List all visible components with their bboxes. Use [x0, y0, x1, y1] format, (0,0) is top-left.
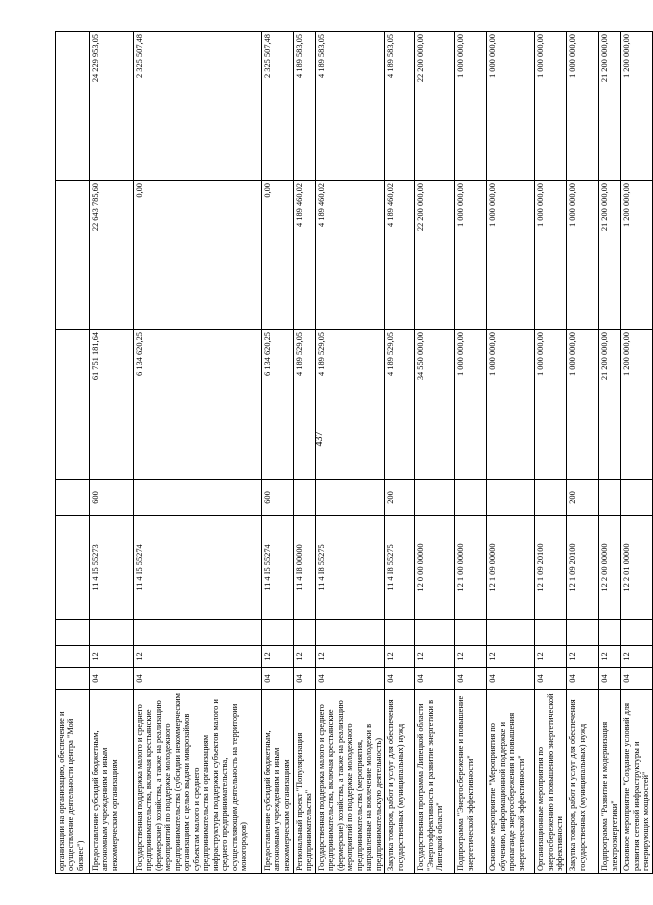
- cell-sum-year-3: 21 200 000,00: [599, 32, 621, 181]
- cell-csr: 12 2 01 00000: [621, 516, 653, 620]
- rotated-table-sheet: [55, 32, 651, 874]
- cell-csr: 11 4 I8 55275: [385, 516, 415, 620]
- cell-vr: [415, 480, 455, 516]
- cell-vr: 200: [385, 480, 415, 516]
- cell-rz: 12: [455, 646, 487, 668]
- cell-sum-year-2: 4 189 460,02: [385, 181, 415, 330]
- cell-sum-year-1: 1 000 000,00: [455, 330, 487, 480]
- cell-pr: [56, 620, 90, 646]
- cell-sum-year-2: 0,00: [134, 181, 262, 330]
- cell-sum-year-3: 1 200 000,00: [621, 32, 653, 181]
- cell-csr: 12 0 00 00000: [415, 516, 455, 620]
- cell-sum-year-3: 2 325 507,48: [134, 32, 262, 181]
- row-name: Государственная поддержка малого и среднего предпринимательства, включая крестьянские (фермерские) хозяйства, а также на реализацию мероприятий по поддержке молодежного предпринимательства (субсидии некоммерческим организациям с целью выдачи микрозаймов субъектам малого и среднего предпринимательства и организациям инфраструктуры поддержки субъектов малого и среднего предпринимательства, осуществляющим деятельность на территории моногородов): [134, 690, 262, 874]
- cell-pr: [134, 620, 262, 646]
- cell-ved: 04: [294, 668, 316, 690]
- cell-vr: [621, 480, 653, 516]
- page-number: 437: [314, 431, 325, 447]
- cell-sum-year-1: 61 751 181,64: [90, 330, 134, 480]
- cell-csr: 11 4 I8 00000: [294, 516, 316, 620]
- cell-ved: 04: [487, 668, 535, 690]
- cell-sum-year-1: 1 000 000,00: [567, 330, 599, 480]
- cell-pr: [621, 620, 653, 646]
- cell-ved: 04: [599, 668, 621, 690]
- cell-ved: 04: [455, 668, 487, 690]
- cell-csr: 12 1 09 20100: [535, 516, 567, 620]
- table-row: [535, 32, 567, 874]
- row-name: Организационные мероприятия по энергосбережению и повышению энергетической эффективности: [535, 690, 567, 874]
- budget-table: [55, 31, 653, 874]
- cell-rz: 12: [134, 646, 262, 668]
- cell-rz: 12: [315, 646, 384, 668]
- cell-rz: 12: [621, 646, 653, 668]
- cell-sum-year-3: 1 000 000,00: [567, 32, 599, 181]
- budget-table-body: [56, 32, 653, 874]
- cell-vr: [599, 480, 621, 516]
- cell-vr: 600: [90, 480, 134, 516]
- cell-sum-year-3: 4 189 583,05: [315, 32, 384, 181]
- cell-ved: 04: [90, 668, 134, 690]
- cell-rz: 12: [535, 646, 567, 668]
- table-row: [487, 32, 535, 874]
- cell-sum-year-2: 1 000 000,00: [455, 181, 487, 330]
- cell-sum-year-1: 4 189 529,05: [294, 330, 316, 480]
- cell-csr: 11 4 I5 55273: [90, 516, 134, 620]
- cell-vr: [134, 480, 262, 516]
- cell-rz: 12: [567, 646, 599, 668]
- cell-sum-year-1: 6 134 620,25: [262, 330, 294, 480]
- table-row: [385, 32, 415, 874]
- cell-vr: [455, 480, 487, 516]
- cell-ved: 04: [262, 668, 294, 690]
- cell-sum-year-3: [56, 32, 90, 181]
- row-name: Подпрограмма "Энергосбережение и повышение энергетической эффективности": [455, 690, 487, 874]
- cell-ved: 04: [134, 668, 262, 690]
- cell-sum-year-3: 1 000 000,00: [535, 32, 567, 181]
- cell-sum-year-1: 1 200 000,00: [621, 330, 653, 480]
- cell-vr: [487, 480, 535, 516]
- cell-pr: [487, 620, 535, 646]
- cell-pr: [385, 620, 415, 646]
- cell-sum-year-1: 1 000 000,00: [487, 330, 535, 480]
- cell-ved: 04: [621, 668, 653, 690]
- row-name: Подпрограмма "Развитие и модернизация электроэнергетики": [599, 690, 621, 874]
- table-row: [56, 32, 90, 874]
- cell-ved: [56, 668, 90, 690]
- cell-sum-year-3: 2 325 507,48: [262, 32, 294, 181]
- cell-sum-year-2: 1 200 000,00: [621, 181, 653, 330]
- cell-sum-year-1: 4 189 529,05: [385, 330, 415, 480]
- cell-vr: 200: [567, 480, 599, 516]
- cell-sum-year-2: 22 643 785,60: [90, 181, 134, 330]
- cell-rz: 12: [385, 646, 415, 668]
- cell-rz: 12: [294, 646, 316, 668]
- cell-sum-year-2: 1 000 000,00: [535, 181, 567, 330]
- cell-pr: [415, 620, 455, 646]
- cell-ved: 04: [535, 668, 567, 690]
- table-row: [294, 32, 316, 874]
- cell-sum-year-2: [56, 181, 90, 330]
- row-name: Закупка товаров, работ и услуг для обеспечения государственных (муниципальных) нужд: [567, 690, 599, 874]
- table-row: [262, 32, 294, 874]
- cell-csr: 12 1 09 20100: [567, 516, 599, 620]
- cell-sum-year-3: 1 000 000,00: [455, 32, 487, 181]
- cell-rz: [56, 646, 90, 668]
- row-name: Государственная поддержка малого и среднего предпринимательства, включая крестьянские (фермерские) хозяйства, а также на реализацию мероприятий по поддержке молодежного предпринимательства (мероприятия, направленные на вовлечение молодежи в предпринимательскую деятельность): [315, 690, 384, 874]
- cell-csr: 12 1 09 00000: [487, 516, 535, 620]
- cell-sum-year-3: 4 189 583,05: [294, 32, 316, 181]
- table-row: [455, 32, 487, 874]
- cell-vr: [535, 480, 567, 516]
- cell-pr: [294, 620, 316, 646]
- cell-vr: [294, 480, 316, 516]
- cell-ved: 04: [567, 668, 599, 690]
- cell-pr: [90, 620, 134, 646]
- row-name: Закупка товаров, работ и услуг для обеспечения государственных (муниципальных) нужд: [385, 690, 415, 874]
- row-name: Региональный проект "Популяризация предпринимательства": [294, 690, 316, 874]
- cell-sum-year-2: 4 189 460,02: [315, 181, 384, 330]
- cell-sum-year-2: 4 189 460,02: [294, 181, 316, 330]
- cell-sum-year-3: 4 189 583,05: [385, 32, 415, 181]
- cell-rz: 12: [262, 646, 294, 668]
- cell-rz: 12: [599, 646, 621, 668]
- cell-pr: [262, 620, 294, 646]
- cell-csr: 11 4 I8 55275: [315, 516, 384, 620]
- cell-pr: [599, 620, 621, 646]
- cell-pr: [567, 620, 599, 646]
- cell-sum-year-2: 22 200 000,00: [415, 181, 455, 330]
- cell-csr: [56, 516, 90, 620]
- row-name: Государственная программа Липецкой области "Энергоэффективность и развитие энергетики в Липецкой области": [415, 690, 455, 874]
- table-row: [599, 32, 621, 874]
- cell-sum-year-2: 1 000 000,00: [487, 181, 535, 330]
- cell-sum-year-2: 0,00: [262, 181, 294, 330]
- cell-rz: 12: [487, 646, 535, 668]
- table-row: [134, 32, 262, 874]
- table-row: [315, 32, 384, 874]
- cell-sum-year-1: 4 189 529,05: [315, 330, 384, 480]
- cell-sum-year-1: 34 550 000,00: [415, 330, 455, 480]
- cell-rz: 12: [90, 646, 134, 668]
- table-row: [567, 32, 599, 874]
- cell-vr: [315, 480, 384, 516]
- cell-sum-year-3: 22 200 000,00: [415, 32, 455, 181]
- cell-vr: [56, 480, 90, 516]
- row-name: Предоставление субсидий бюджетным, автономным учреждениям и иным некоммерческим организациям: [90, 690, 134, 874]
- row-name: Предоставление субсидий бюджетным, автономным учреждениям и иным некоммерческим организациям: [262, 690, 294, 874]
- cell-csr: 12 1 00 00000: [455, 516, 487, 620]
- cell-ved: 04: [385, 668, 415, 690]
- cell-sum-year-3: 24 229 953,05: [90, 32, 134, 181]
- cell-sum-year-1: 21 200 000,00: [599, 330, 621, 480]
- cell-sum-year-1: 1 000 000,00: [535, 330, 567, 480]
- cell-sum-year-2: 1 000 000,00: [567, 181, 599, 330]
- cell-pr: [455, 620, 487, 646]
- cell-vr: 600: [262, 480, 294, 516]
- cell-csr: 11 4 I5 55274: [262, 516, 294, 620]
- cell-pr: [535, 620, 567, 646]
- cell-ved: 04: [415, 668, 455, 690]
- cell-sum-year-1: 6 134 620,25: [134, 330, 262, 480]
- cell-csr: 12 2 00 00000: [599, 516, 621, 620]
- cell-rz: 12: [415, 646, 455, 668]
- table-row: [621, 32, 653, 874]
- cell-sum-year-3: 1 000 000,00: [487, 32, 535, 181]
- cell-pr: [315, 620, 384, 646]
- row-name: Основное мероприятие "Создание условий для развития сетевой инфраструктуры и генерирующих мощностей": [621, 690, 653, 874]
- cell-csr: 11 4 I5 55274: [134, 516, 262, 620]
- table-row: [415, 32, 455, 874]
- cell-sum-year-1: [56, 330, 90, 480]
- row-name: организации на организацию, обеспечение и осуществление деятельности центра "Мой бизнес"): [56, 690, 90, 874]
- row-name: Основное мероприятие "Мероприятия по обучению, информационной поддержке и пропаганде энергосбережения и повышения энергетической эффективности": [487, 690, 535, 874]
- table-row: [90, 32, 134, 874]
- cell-ved: 04: [315, 668, 384, 690]
- cell-sum-year-2: 21 200 000,00: [599, 181, 621, 330]
